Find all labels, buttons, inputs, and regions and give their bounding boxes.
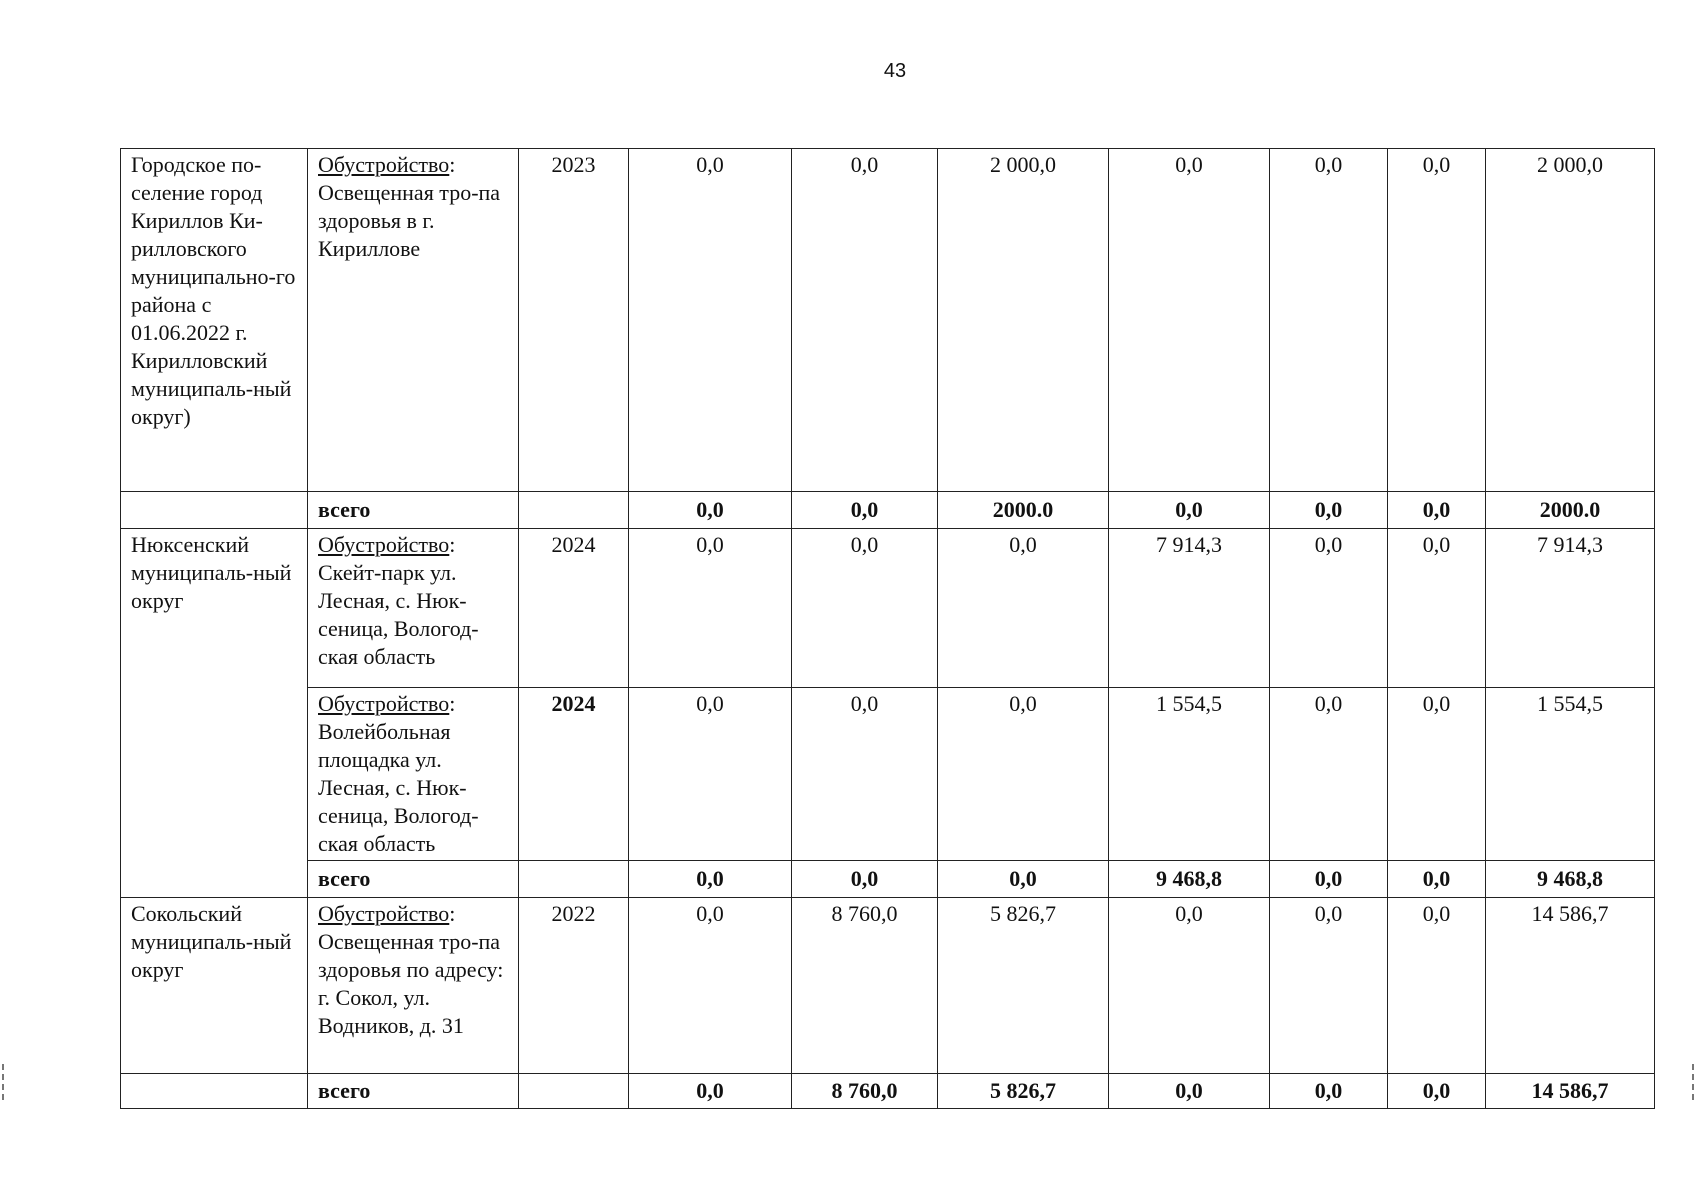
object-cell: Обустройство: Скейт-парк ул. Лесная, с. Нюк-сеница, Вологод-ская область bbox=[308, 529, 519, 688]
total-value-cell: 0,0 bbox=[1109, 1074, 1270, 1109]
empty-cell bbox=[121, 1074, 308, 1109]
total-value-cell: 14 586,7 bbox=[1486, 1074, 1655, 1109]
scan-edge-mark bbox=[1692, 1064, 1696, 1100]
value-cell: 0,0 bbox=[1270, 529, 1388, 688]
value-cell: 0,0 bbox=[1270, 688, 1388, 861]
value-cell: 0,0 bbox=[1270, 149, 1388, 492]
total-value-cell: 5 826,7 bbox=[938, 1074, 1109, 1109]
empty-cell bbox=[519, 1074, 629, 1109]
value-cell: 2 000,0 bbox=[1486, 149, 1655, 492]
value-cell: 0,0 bbox=[792, 688, 938, 861]
value-cell: 0,0 bbox=[1109, 149, 1270, 492]
value-cell: 0,0 bbox=[1388, 149, 1486, 492]
value-cell: 0,0 bbox=[1109, 898, 1270, 1074]
value-cell: 0,0 bbox=[629, 149, 792, 492]
object-description: Волейбольная площадка ул. Лесная, с. Нюк-сеница, Вологод-ская область bbox=[318, 719, 479, 856]
value-cell: 0,0 bbox=[1270, 898, 1388, 1074]
total-value-cell: 0,0 bbox=[629, 1074, 792, 1109]
value-cell: 1 554,5 bbox=[1486, 688, 1655, 861]
object-description: Освещенная тро-па здоровья в г. Кириллове bbox=[318, 180, 501, 261]
value-cell: 14 586,7 bbox=[1486, 898, 1655, 1074]
total-value-cell: 2000.0 bbox=[938, 492, 1109, 529]
year-cell: 2024 bbox=[519, 529, 629, 688]
total-value-cell: 0,0 bbox=[1388, 492, 1486, 529]
value-cell: 1 554,5 bbox=[1109, 688, 1270, 861]
total-value-cell: 2000.0 bbox=[1486, 492, 1655, 529]
table-row bbox=[121, 688, 1655, 861]
object-description: Скейт-парк ул. Лесная, с. Нюк-сеница, Вологод-ская область bbox=[318, 560, 479, 669]
total-value-cell: 0,0 bbox=[938, 861, 1109, 898]
object-label: Обустройство bbox=[318, 691, 450, 716]
municipality-cell: Сокольский муниципаль-ный округ bbox=[121, 898, 308, 1074]
value-cell: 0,0 bbox=[938, 529, 1109, 688]
total-value-cell: 0,0 bbox=[1270, 861, 1388, 898]
total-value-cell: 0,0 bbox=[1388, 861, 1486, 898]
total-value-cell: 0,0 bbox=[1270, 1074, 1388, 1109]
value-cell: 0,0 bbox=[792, 529, 938, 688]
empty-cell bbox=[121, 492, 308, 529]
object-cell: Обустройство: Освещенная тро-па здоровья по адресу: г. Сокол, ул. Водников, д. 31 bbox=[308, 898, 519, 1074]
object-cell: Обустройство: Освещенная тро-па здоровья в г. Кириллове bbox=[308, 149, 519, 492]
total-value-cell: 0,0 bbox=[792, 492, 938, 529]
object-label: Обустройство bbox=[318, 152, 450, 177]
table-row bbox=[121, 898, 1655, 1074]
value-cell: 0,0 bbox=[1388, 529, 1486, 688]
value-cell: 0,0 bbox=[938, 688, 1109, 861]
value-cell: 7 914,3 bbox=[1109, 529, 1270, 688]
total-value-cell: 8 760,0 bbox=[792, 1074, 938, 1109]
total-value-cell: 0,0 bbox=[1388, 1074, 1486, 1109]
value-cell: 0,0 bbox=[792, 149, 938, 492]
total-row bbox=[121, 1074, 1655, 1109]
total-label: всего bbox=[308, 1074, 519, 1109]
total-value-cell: 9 468,8 bbox=[1109, 861, 1270, 898]
value-cell: 8 760,0 bbox=[792, 898, 938, 1074]
value-cell: 0,0 bbox=[629, 898, 792, 1074]
value-cell: 5 826,7 bbox=[938, 898, 1109, 1074]
value-cell: 2 000,0 bbox=[938, 149, 1109, 492]
total-label: всего bbox=[308, 861, 519, 898]
total-value-cell: 0,0 bbox=[1109, 492, 1270, 529]
total-row bbox=[121, 492, 1655, 529]
year-cell: 2023 bbox=[519, 149, 629, 492]
year-cell: 2024 bbox=[519, 688, 629, 861]
year-cell: 2022 bbox=[519, 898, 629, 1074]
total-value-cell: 0,0 bbox=[792, 861, 938, 898]
total-row bbox=[121, 861, 1655, 898]
empty-cell bbox=[519, 861, 629, 898]
value-cell: 0,0 bbox=[629, 529, 792, 688]
total-label: всего bbox=[308, 492, 519, 529]
value-cell: 0,0 bbox=[1388, 688, 1486, 861]
object-description: Освещенная тро-па здоровья по адресу: г. Сокол, ул. Водников, д. 31 bbox=[318, 929, 504, 1038]
municipality-cell: Нюксенский муниципаль-ный округ bbox=[121, 529, 308, 898]
page-number: 43 bbox=[883, 60, 907, 82]
object-label: Обустройство bbox=[318, 901, 450, 926]
total-value-cell: 0,0 bbox=[629, 861, 792, 898]
value-cell: 0,0 bbox=[629, 688, 792, 861]
empty-cell bbox=[519, 492, 629, 529]
municipality-cell: Городское по-селение город Кириллов Ки-рилловского муниципально-го района с 01.06.2022 г. Кирилловский муниципаль-ный округ) bbox=[121, 149, 308, 492]
scan-edge-mark bbox=[2, 1064, 6, 1100]
total-value-cell: 9 468,8 bbox=[1486, 861, 1655, 898]
object-cell: Обустройство: Волейбольная площадка ул. Лесная, с. Нюк-сеница, Вологод-ская область bbox=[308, 688, 519, 861]
table-row bbox=[121, 149, 1655, 492]
object-label: Обустройство bbox=[318, 532, 450, 557]
value-cell: 0,0 bbox=[1388, 898, 1486, 1074]
total-value-cell: 0,0 bbox=[629, 492, 792, 529]
value-cell: 7 914,3 bbox=[1486, 529, 1655, 688]
funding-table bbox=[120, 148, 1655, 1109]
table-row bbox=[121, 529, 1655, 688]
total-value-cell: 0,0 bbox=[1270, 492, 1388, 529]
